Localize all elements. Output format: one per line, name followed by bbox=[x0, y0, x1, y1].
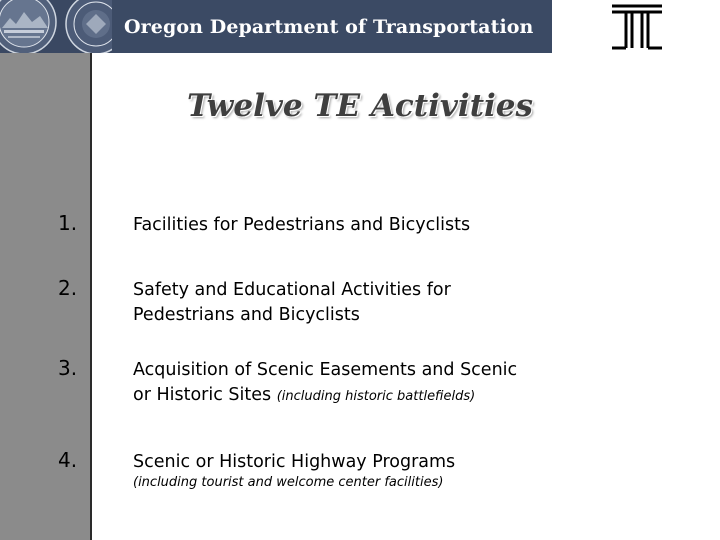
item-text-line2: or Historic Sites bbox=[133, 385, 272, 405]
item-text bbox=[133, 358, 517, 409]
item-text-line2: Pedestrians and Bicyclists bbox=[133, 305, 360, 325]
item-number: 1. bbox=[58, 211, 78, 235]
slide-title: Twelve TE Activities bbox=[187, 88, 533, 124]
item-text bbox=[133, 213, 470, 238]
item-text-line1: Acquisition of Scenic Easements and Scenic bbox=[133, 360, 518, 380]
item-text bbox=[133, 450, 455, 493]
agency-name: Oregon Department of Transportation bbox=[124, 15, 534, 38]
oregon-state-seal-icon bbox=[0, 0, 112, 53]
item-text-line1: Scenic or Historic Highway Programs bbox=[133, 452, 456, 472]
item-number: 3. bbox=[58, 356, 78, 380]
item-note: (including tourist and welcome center facilities) bbox=[133, 475, 444, 490]
item-text bbox=[133, 278, 451, 328]
item-number: 4. bbox=[58, 448, 78, 472]
item-note: (including historic battlefields) bbox=[276, 389, 476, 404]
item-text-line1: Safety and Educational Activities for bbox=[133, 280, 451, 300]
odot-logo-icon bbox=[608, 2, 666, 52]
agency-banner bbox=[112, 0, 552, 53]
left-sidebar-bar bbox=[0, 53, 92, 540]
item-text-line1: Facilities for Pedestrians and Bicyclists bbox=[133, 215, 471, 235]
item-number: 2. bbox=[58, 276, 78, 300]
